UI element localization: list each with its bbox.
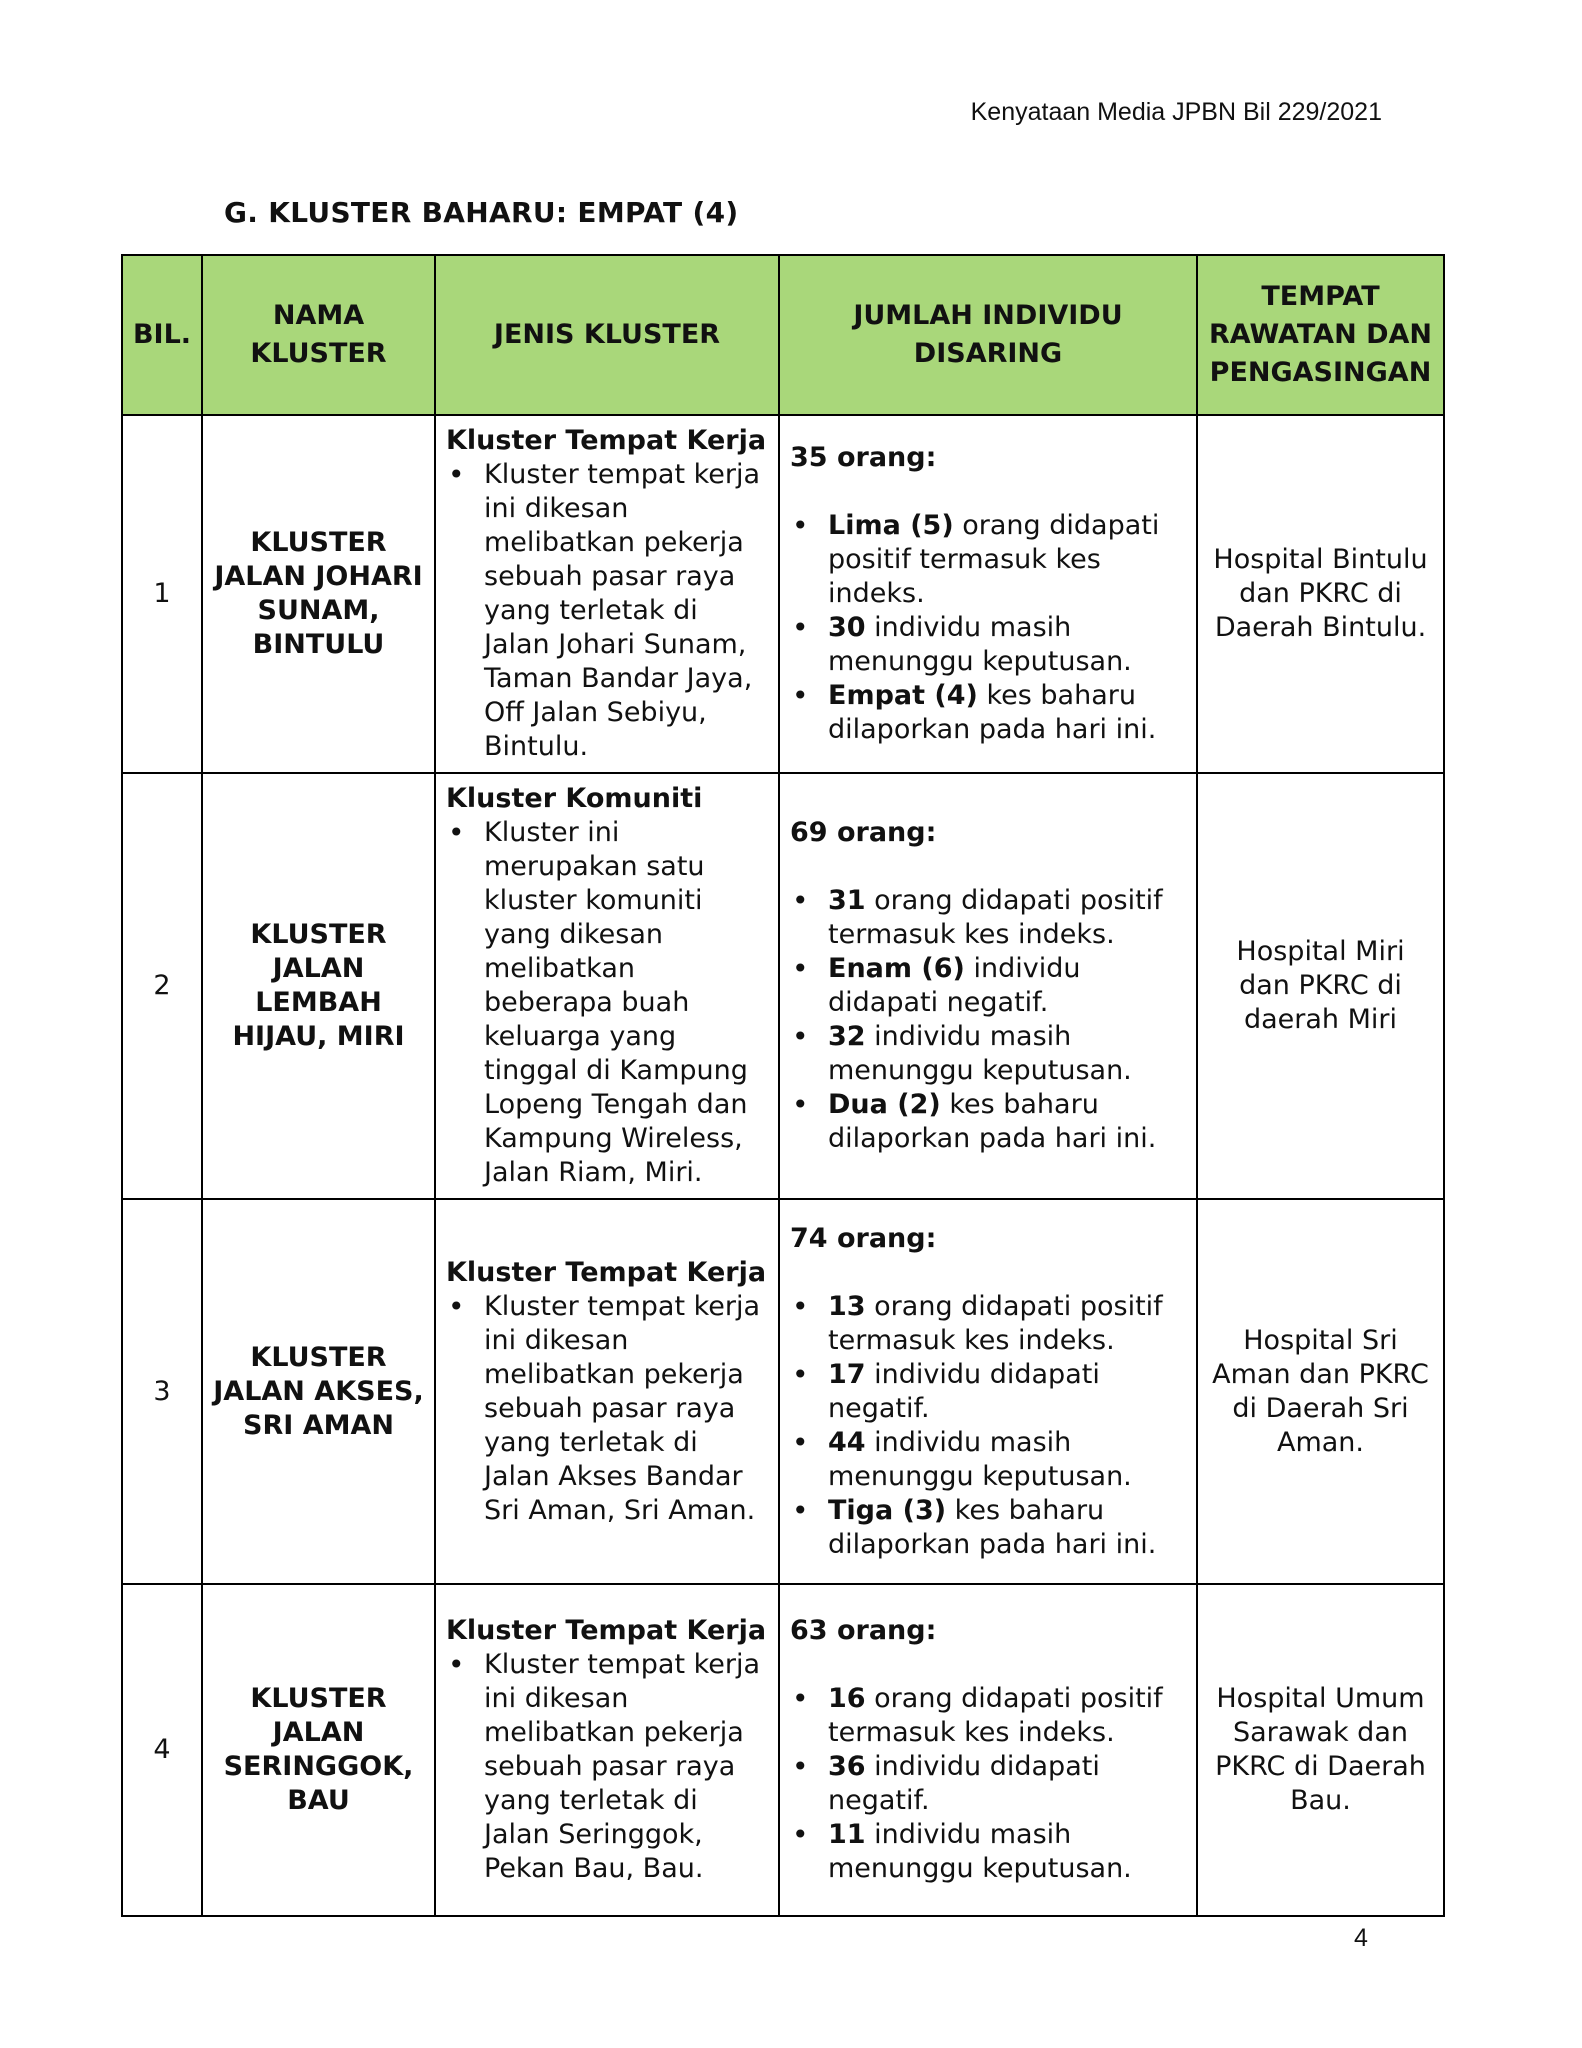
list-item: • 32 individu masih menunggu keputusan. <box>828 1020 1186 1088</box>
list-item: • 16 orang didapati positif termasuk kes indeks. <box>828 1682 1186 1750</box>
cluster-type <box>435 1584 779 1916</box>
screened-count: 35 orang: <box>790 442 937 473</box>
cluster-type-description: • Kluster tempat kerja ini dikesan melibatkan pekerja sebuah pasar raya yang terletak di Jalan Akses Bandar Sri Aman, Sri Aman. <box>484 1290 768 1528</box>
list-item: • 44 individu masih menunggu keputusan. <box>828 1426 1186 1494</box>
screened-summary <box>779 415 1197 773</box>
cluster-type-title: Kluster Komuniti <box>446 783 703 814</box>
row-bil: 4 <box>122 1584 202 1916</box>
cluster-type-title: Kluster Tempat Kerja <box>446 425 767 456</box>
list-item: • Empat (4) kes baharu dilaporkan pada hari ini. <box>828 679 1186 747</box>
list-item: • 11 individu masih menunggu keputusan. <box>828 1818 1186 1886</box>
treatment-location: Hospital Sri Aman dan PKRC di Daerah Sri Aman. <box>1197 1199 1444 1584</box>
document-reference: Kenyataan Media JPBN Bil 229/2021 <box>970 98 1382 126</box>
list-item: • 13 orang didapati positif termasuk kes indeks. <box>828 1290 1186 1358</box>
table-row <box>122 773 1444 1199</box>
cluster-name: KLUSTER JALAN SERINGGOK, BAU <box>202 1584 435 1916</box>
treatment-location: Hospital Bintulu dan PKRC di Daerah Bintulu. <box>1197 415 1444 773</box>
cluster-type <box>435 1199 779 1584</box>
screened-summary <box>779 1199 1197 1584</box>
cluster-name: KLUSTER JALAN AKSES, SRI AMAN <box>202 1199 435 1584</box>
row-bil: 1 <box>122 415 202 773</box>
list-item: • Dua (2) kes baharu dilaporkan pada hari ini. <box>828 1088 1186 1156</box>
header-jumlah: JUMLAH INDIVIDU DISARING <box>779 255 1197 415</box>
list-item: • Enam (6) individu didapati negatif. <box>828 952 1186 1020</box>
treatment-location: Hospital Miri dan PKRC di daerah Miri <box>1197 773 1444 1199</box>
section-title: G. KLUSTER BAHARU: EMPAT (4) <box>224 196 739 229</box>
cluster-type-title: Kluster Tempat Kerja <box>446 1256 767 1288</box>
screened-count: 63 orang: <box>790 1615 937 1646</box>
header-tempat: TEMPAT RAWATAN DAN PENGASINGAN <box>1197 255 1444 415</box>
cluster-table <box>121 254 1445 1917</box>
header-jenis: JENIS KLUSTER <box>435 255 779 415</box>
screened-summary <box>779 773 1197 1199</box>
table-row <box>122 415 1444 773</box>
cluster-type <box>435 415 779 773</box>
screened-count: 69 orang: <box>790 817 937 848</box>
screened-count: 74 orang: <box>790 1222 937 1254</box>
row-bil: 2 <box>122 773 202 1199</box>
page-number: 4 <box>1354 1924 1368 1952</box>
cluster-type-description: • Kluster tempat kerja ini dikesan melibatkan pekerja sebuah pasar raya yang terletak di Jalan Seringgok, Pekan Bau, Bau. <box>484 1648 768 1886</box>
list-item: • 17 individu didapati negatif. <box>828 1358 1186 1426</box>
header-nama: NAMA KLUSTER <box>202 255 435 415</box>
table-header-row <box>122 255 1444 415</box>
treatment-location: Hospital Umum Sarawak dan PKRC di Daerah Bau. <box>1197 1584 1444 1916</box>
list-item: • 31 orang didapati positif termasuk kes indeks. <box>828 884 1186 952</box>
cluster-name: KLUSTER JALAN JOHARI SUNAM, BINTULU <box>202 415 435 773</box>
screened-summary <box>779 1584 1197 1916</box>
cluster-type-description: • Kluster ini merupakan satu kluster komuniti yang dikesan melibatkan beberapa buah keluarga yang tinggal di Kampung Lopeng Tengah dan Kampung Wireless, Jalan Riam, Miri. <box>484 816 768 1190</box>
row-bil: 3 <box>122 1199 202 1584</box>
list-item: • 36 individu didapati negatif. <box>828 1750 1186 1818</box>
cluster-name: KLUSTER JALAN LEMBAH HIJAU, MIRI <box>202 773 435 1199</box>
list-item: • 30 individu masih menunggu keputusan. <box>828 611 1186 679</box>
table-row <box>122 1584 1444 1916</box>
cluster-type <box>435 773 779 1199</box>
list-item: • Lima (5) orang didapati positif termasuk kes indeks. <box>828 509 1186 611</box>
header-bil: BIL. <box>122 255 202 415</box>
cluster-type-title: Kluster Tempat Kerja <box>446 1615 767 1646</box>
table-row <box>122 1199 1444 1584</box>
list-item: • Tiga (3) kes baharu dilaporkan pada hari ini. <box>828 1494 1186 1562</box>
cluster-type-description: • Kluster tempat kerja ini dikesan melibatkan pekerja sebuah pasar raya yang terletak di Jalan Johari Sunam, Taman Bandar Jaya, Off Jalan Sebiyu, Bintulu. <box>484 458 768 764</box>
